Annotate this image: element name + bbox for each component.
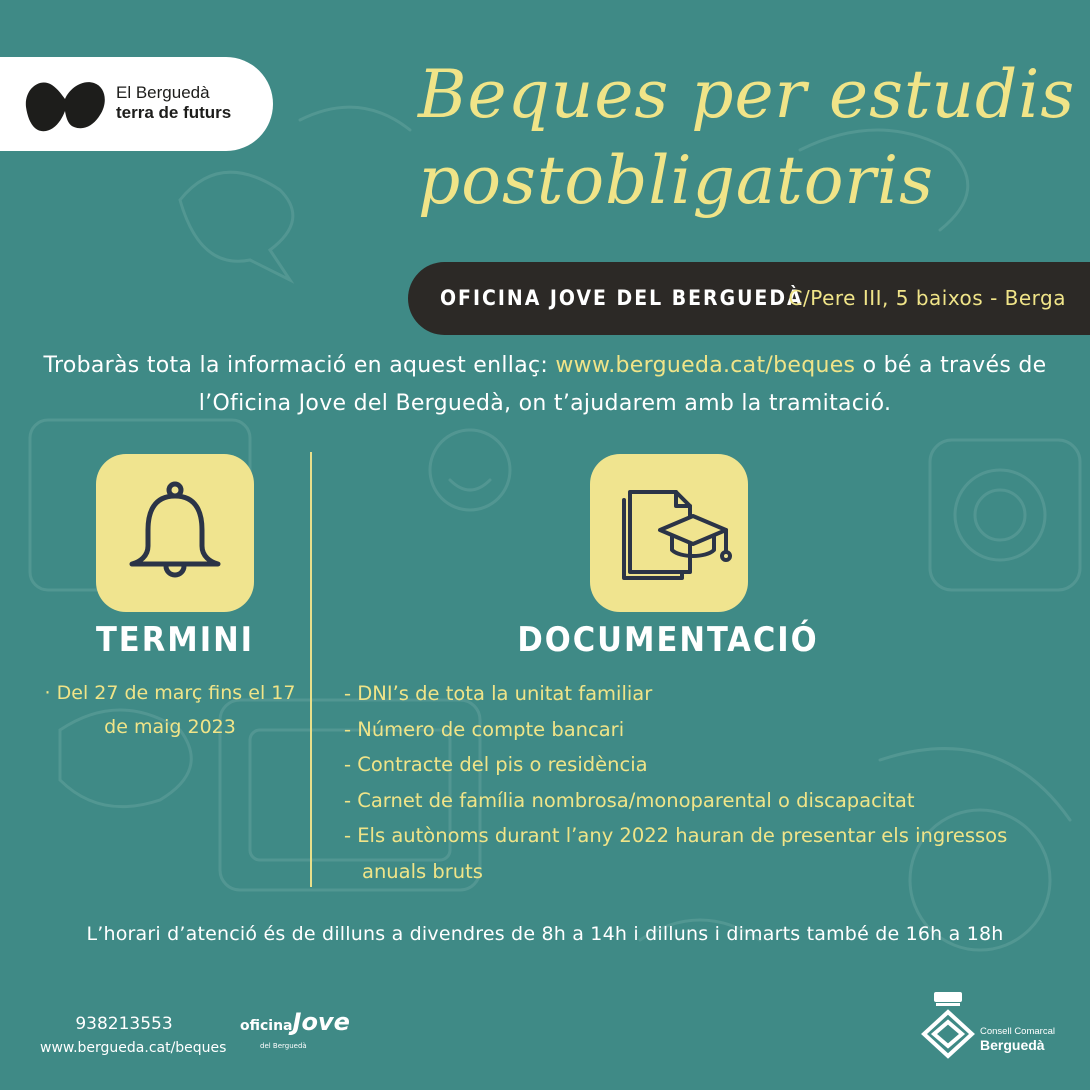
- intro-before-link: Trobaràs tota la informació en aquest enllaç:: [43, 353, 556, 378]
- documentacio-icon-box: [590, 454, 748, 612]
- bergueda-logo-mark-icon: [22, 77, 108, 133]
- consell-line2: Berguedà: [980, 1037, 1045, 1053]
- consell-comarcal-logo: [920, 990, 1070, 1064]
- documents-graduation-cap-icon: [590, 454, 748, 612]
- list-item: - Contracte del pis o residència: [344, 753, 648, 776]
- opening-hours: L’horari d’atenció és de dilluns a divendres de 8h a 14h i dilluns i dimarts també de 16h a 18h: [86, 923, 1004, 945]
- termini-line2: de maig 2023: [104, 716, 236, 738]
- intro-text: [40, 347, 1050, 423]
- phone-number[interactable]: 938213553: [75, 1014, 173, 1034]
- title-line1: Beques per estudis: [418, 56, 1076, 133]
- consell-line1: Consell Comarcal: [980, 1026, 1055, 1037]
- brand-name-line1: El Berguedà: [116, 83, 210, 102]
- office-address: C/Pere III, 5 baixos - Berga: [788, 286, 1066, 310]
- bell-icon: [96, 454, 254, 612]
- documentacio-heading: DOCUMENTACIÓ: [517, 620, 819, 660]
- oficina-jove-logo: [240, 1008, 350, 1050]
- title-line2: postobligatoris: [418, 142, 934, 219]
- oficina-jove-sub: del Berguedà: [260, 1042, 307, 1050]
- documentacio-list: [344, 676, 1074, 889]
- termini-dates: [30, 676, 310, 744]
- office-name: OFICINA JOVE DEL BERGUEDÀ: [440, 286, 804, 310]
- page-title: [418, 52, 1078, 224]
- oficina-jove-word1: oficina: [240, 1018, 293, 1034]
- footer-web-link[interactable]: www.bergueda.cat/beques: [40, 1040, 227, 1056]
- contact-info: [40, 1012, 227, 1060]
- brand-name-line2: terra de futurs: [116, 103, 232, 122]
- list-item: - Els autònoms durant l’any 2022 hauran de presentar els ingressos anuals bruts: [344, 824, 1008, 883]
- list-item: - DNI’s de tota la unitat familiar: [344, 682, 653, 705]
- termini-line1: · Del 27 de març fins el 17: [44, 682, 296, 704]
- intro-after-link: o bé a través de: [855, 353, 1047, 378]
- list-item: - Carnet de família nombrosa/monoparental o discapacitat: [344, 788, 915, 812]
- termini-heading: TERMINI: [95, 620, 255, 660]
- termini-icon-box: [96, 454, 254, 612]
- coat-of-arms-icon: [920, 990, 976, 1060]
- intro-link[interactable]: www.bergueda.cat/beques: [555, 353, 856, 378]
- list-item: - Número de compte bancari: [344, 717, 625, 741]
- brand-logo: [0, 57, 273, 151]
- oficina-jove-word2: Jove: [292, 1008, 350, 1036]
- column-divider: [310, 452, 312, 887]
- office-bar: [408, 262, 1090, 335]
- intro-line2: l’Oficina Jove del Berguedà, on t’ajudarem amb la tramitació.: [198, 391, 892, 416]
